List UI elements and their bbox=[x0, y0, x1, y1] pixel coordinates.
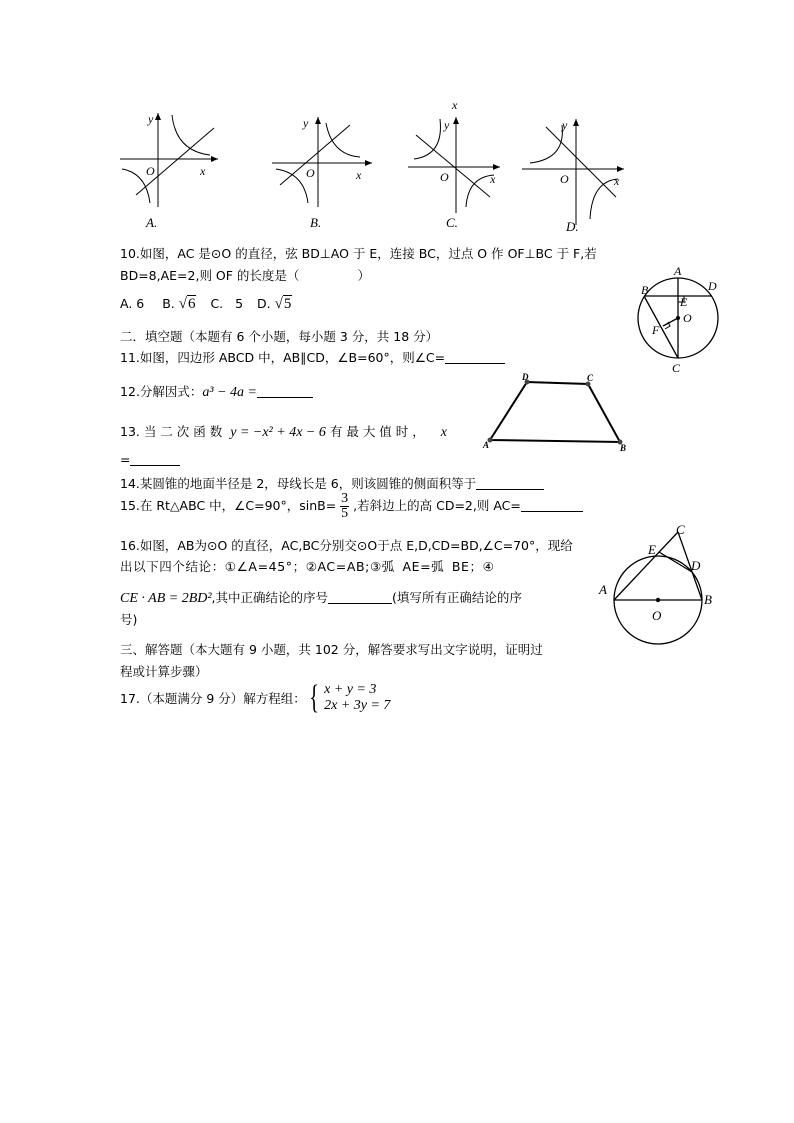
graph-b-origin: O bbox=[306, 166, 315, 180]
q13-line2 bbox=[120, 452, 180, 467]
graph-d-label: D. bbox=[566, 219, 579, 234]
q16-text-mid: ,其中正确结论的序号 bbox=[211, 590, 329, 605]
q17-line bbox=[120, 679, 391, 716]
q13-variable: x bbox=[440, 425, 447, 440]
q13-suffix: 有 最 大 值 时 ， bbox=[329, 424, 425, 439]
q10-option-c-value: 5 bbox=[235, 296, 244, 311]
q11-label-d: D bbox=[522, 372, 529, 382]
q16-label-a: A bbox=[599, 582, 607, 597]
q14-answer-blank[interactable] bbox=[476, 477, 544, 490]
q10-label-e: E bbox=[680, 295, 688, 309]
q17-equation-system: { x + y = 3 2x + 3y = 7 bbox=[309, 679, 391, 716]
q10-options bbox=[120, 296, 292, 313]
q16-label-e: E bbox=[648, 542, 656, 557]
q10-option-d-value: √5 bbox=[274, 296, 292, 312]
function-graph-options bbox=[110, 95, 635, 240]
q16-label-b: B bbox=[704, 592, 712, 607]
q10-label-o: O bbox=[683, 311, 692, 325]
q10-line2 bbox=[120, 266, 370, 284]
graph-c-origin: O bbox=[440, 170, 449, 184]
graph-b-label: B. bbox=[310, 215, 322, 230]
q10-line1: 10.如图，AC 是⊙O 的直径，弦 BD⊥AO 于 E，连接 BC，过点 O 作 OF⊥BC 于 F,若 bbox=[120, 246, 597, 261]
q10-stem: BD=8,AE=2,则 OF 的长度是（ bbox=[120, 268, 300, 283]
q16-answer-blank[interactable] bbox=[328, 591, 392, 604]
q15-line bbox=[120, 492, 583, 521]
q16-label-d: D bbox=[691, 558, 701, 573]
graph-a-origin: O bbox=[146, 164, 155, 178]
q14-line bbox=[120, 474, 544, 492]
graph-d-x-label: x bbox=[614, 174, 620, 188]
q16-line3 bbox=[120, 588, 522, 607]
q11-label-c: C bbox=[587, 373, 594, 383]
q10-label-c: C bbox=[672, 361, 681, 375]
graph-d bbox=[522, 118, 624, 234]
graph-a-y-label: y bbox=[148, 112, 154, 126]
q10-circle-figure bbox=[628, 262, 728, 377]
q16-text-end: (填写所有正确结论的序 bbox=[392, 590, 522, 605]
q16-label-c: C bbox=[676, 522, 685, 537]
q14-text: 14.某圆锥的地面半径是 2，母线长是 6，则该圆锥的侧面积等于 bbox=[120, 476, 477, 491]
q16-conclusions: 出以下四个结论：①∠A=45°；②AC=AB;③弧 AE=弧 BE；④ bbox=[120, 559, 495, 574]
q10-label-b: B bbox=[641, 283, 649, 297]
q10-label-d: D bbox=[708, 279, 717, 293]
q12-line bbox=[120, 382, 313, 401]
q16-line4: 号) bbox=[120, 612, 138, 627]
graph-b-y-label: y bbox=[303, 116, 309, 130]
q16-line1: 16.如图，AB为⊙O 的直径，AC,BC分别交⊙O于点 E,D,CD=BD,∠C=70°，现给 bbox=[120, 538, 573, 553]
section-fill-in-heading: 二．填空题（本题有 6 个小题，每小题 3 分，共 18 分） bbox=[120, 329, 439, 344]
q10-option-a: A. 6 bbox=[120, 296, 145, 311]
graph-d-origin: O bbox=[560, 172, 569, 186]
q11-line bbox=[120, 348, 505, 366]
graph-c-x-top-label: x bbox=[452, 98, 458, 112]
graph-b bbox=[272, 116, 372, 230]
q15-prefix: 15.在 Rt△ABC 中，∠C=90°，sinB= bbox=[120, 498, 337, 513]
q11-trapezoid-figure bbox=[480, 372, 630, 454]
q13-answer-blank[interactable] bbox=[130, 453, 180, 466]
graph-d-y-label: y bbox=[562, 118, 568, 132]
q12-expression: a³ − 4a = bbox=[202, 385, 257, 400]
section-solution-heading-line2: 程或计算步骤） bbox=[120, 664, 208, 679]
q10-option-c-label: C. bbox=[210, 296, 224, 311]
section-solution-heading-line1: 三、解答题（本大题有 9 小题，共 102 分，解答要求写出文字说明，证明过 bbox=[120, 642, 543, 657]
q13-line1 bbox=[120, 422, 447, 441]
q10-option-d-label: D. bbox=[257, 296, 271, 311]
q16-line2 bbox=[120, 557, 494, 575]
q11-answer-blank[interactable] bbox=[445, 351, 505, 364]
q10-label-a: A bbox=[674, 264, 682, 278]
graph-a-label: A. bbox=[146, 215, 158, 230]
graph-a bbox=[120, 112, 218, 230]
graph-b-x-label: x bbox=[356, 168, 362, 182]
q12-answer-blank[interactable] bbox=[257, 385, 313, 398]
q17-prefix: 17.（本题满分 9 分）解方程组： bbox=[120, 691, 306, 706]
q10-option-b-label: B. bbox=[162, 296, 175, 311]
q12-prefix: 12.分解因式： bbox=[120, 384, 203, 399]
graph-a-x-label: x bbox=[200, 164, 206, 178]
q13-equals: = bbox=[120, 452, 131, 467]
q11-text: 11.如图，四边形 ABCD 中，AB∥CD，∠B=60°，则∠C= bbox=[120, 350, 446, 365]
q16-expression: CE · AB = 2BD² bbox=[120, 591, 212, 606]
q17-equation-1: x + y = 3 bbox=[324, 682, 377, 697]
graph-c bbox=[408, 98, 500, 230]
q11-label-b: B bbox=[620, 443, 627, 453]
graph-c-label: C. bbox=[446, 215, 458, 230]
graph-c-y-label: y bbox=[444, 118, 450, 132]
q13-expression: y = −x² + 4x − 6 bbox=[230, 425, 326, 440]
q10-paren-close: ） bbox=[357, 268, 370, 283]
q15-answer-blank[interactable] bbox=[521, 499, 583, 512]
q15-fraction: $\frac{3}{5}$ bbox=[341, 491, 349, 521]
q15-suffix: ,若斜边上的高 CD=2,则 AC= bbox=[353, 498, 521, 513]
q16-label-o: O bbox=[652, 608, 662, 623]
q16-circle-figure bbox=[594, 520, 724, 650]
q10-label-f: F bbox=[652, 323, 660, 337]
q10-option-b-value: √6 bbox=[178, 296, 196, 312]
graph-c-x-label: x bbox=[490, 172, 496, 186]
q17-equation-2: 2x + 3y = 7 bbox=[324, 698, 391, 713]
q13-prefix: 13. 当 二 次 函 数 bbox=[120, 424, 223, 439]
q11-label-a: A bbox=[483, 440, 490, 450]
